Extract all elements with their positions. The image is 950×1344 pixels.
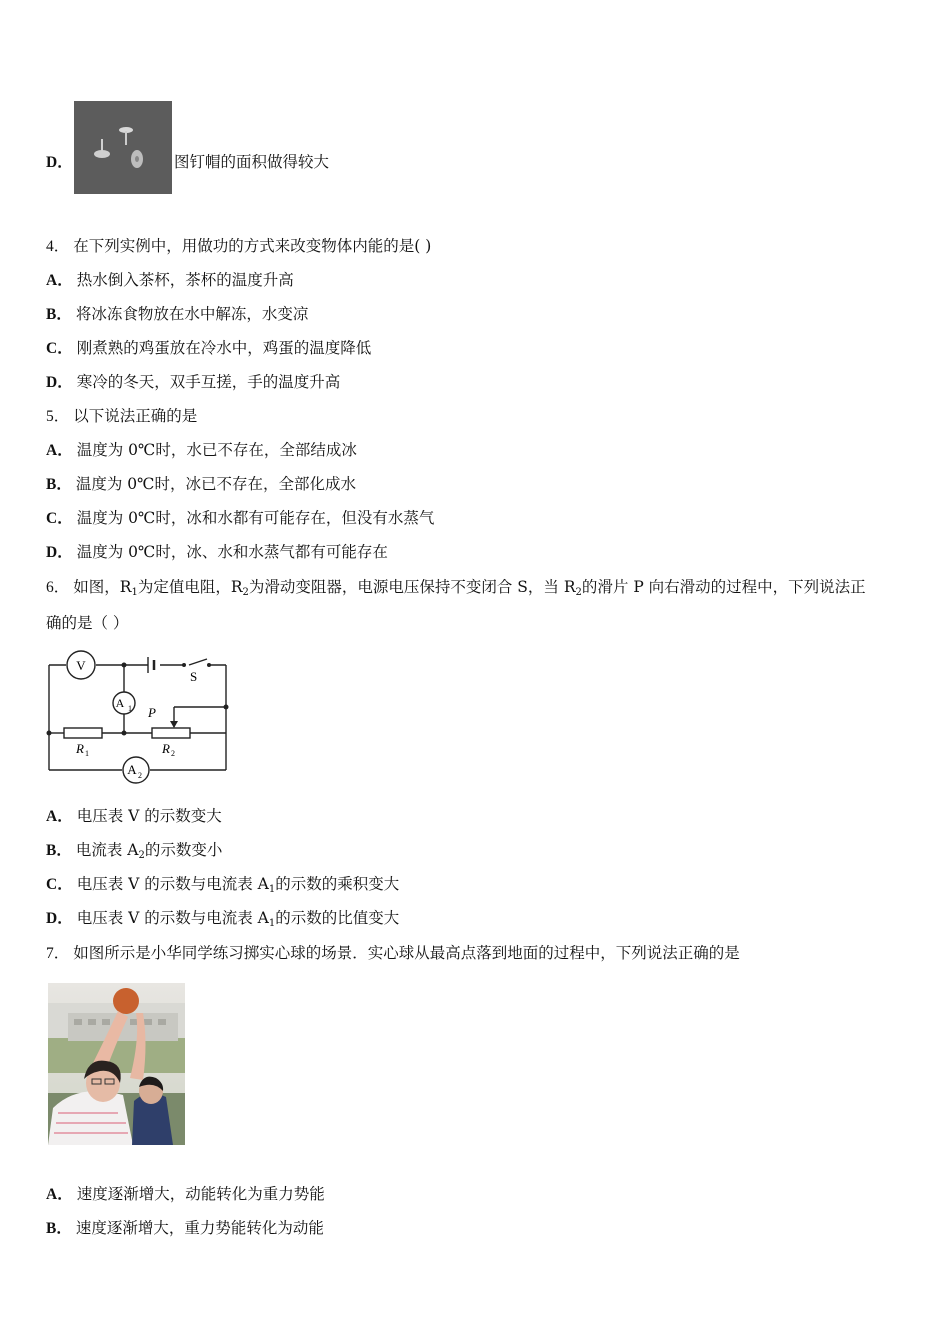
subscript: 1 (268, 884, 276, 895)
q4-stem (46, 236, 431, 257)
slider-label: P (148, 705, 156, 720)
option-letter: A． (46, 1186, 73, 1203)
option-letter: A． (46, 808, 73, 825)
option-letter: C． (46, 876, 73, 893)
option-text: 温度为 0℃时，冰和水都有可能存在，但没有水蒸气 (76, 509, 435, 527)
circuit-diagram (44, 645, 236, 787)
q4-option-a (46, 270, 294, 291)
r1-label: R (76, 741, 84, 756)
q4-option-c (46, 338, 371, 359)
q5-option-c (46, 508, 434, 529)
q6-stem-line2: 确的是（ ） (46, 614, 129, 632)
question-number: 4． (46, 238, 70, 255)
option-text: 将冰冻食物放在水中解冻，水变凉 (75, 305, 309, 323)
subscript: 1 (268, 918, 276, 929)
shot-put-photo (48, 983, 185, 1145)
option-text: 温度为 0℃时，冰已不存在，全部化成水 (75, 475, 356, 493)
q3-option-d (46, 152, 77, 173)
subscript: 1 (131, 587, 138, 598)
q5-option-b (46, 474, 356, 495)
option-letter: C． (46, 510, 73, 527)
stem-part: 如图，R (73, 578, 132, 596)
r2-label: R (162, 741, 170, 756)
a1-sub: 1 (128, 704, 132, 713)
option-letter: D． (46, 910, 73, 927)
question-number: 6． (46, 579, 70, 596)
option-text: 刚煮熟的鸡蛋放在冷水中，鸡蛋的温度降低 (76, 339, 372, 357)
option-text: 电压表 V 的示数与电流表 A (76, 909, 269, 927)
r2-sub: 2 (171, 749, 175, 758)
q7-option-b (46, 1218, 324, 1239)
switch-label: S (190, 669, 198, 684)
option-text: 寒冷的冬天，双手互搓，手的温度升高 (76, 373, 341, 391)
q5-option-a (46, 440, 357, 461)
r1-sub: 1 (85, 749, 89, 758)
subscript: 2 (138, 850, 145, 861)
option-text: 的示数变小 (144, 841, 223, 859)
q5-stem (46, 406, 197, 427)
option-letter: B． (46, 842, 72, 859)
a2-sub: 2 (138, 771, 142, 780)
option-text: 温度为 0℃时，冰、水和水蒸气都有可能存在 (76, 543, 388, 561)
option-letter: B． (46, 306, 72, 323)
stem-part: 的滑片 P 向右滑动的过程中，下列说法正 (581, 578, 866, 596)
question-text: 如图所示是小华同学练习掷实心球的场景．实心球从最高点落到地面的过程中，下列说法正确的是 (73, 944, 740, 962)
option-text: 速度逐渐增大，重力势能转化为动能 (75, 1219, 324, 1237)
q6-option-a (46, 806, 222, 827)
option-text: 的示数的乘积变大 (275, 875, 400, 893)
q5-option-d (46, 542, 388, 563)
q6-stem-line1 (46, 577, 866, 603)
stem-part: 为滑动变阻器，电源电压保持不变闭合 S，当 R (248, 578, 576, 596)
thumbtack-photo (74, 101, 172, 194)
option-text: 电压表 V 的示数与电流表 A (76, 875, 269, 893)
option-text: 电流表 A (75, 841, 139, 859)
option-text: 温度为 0℃时，水已不存在，全部结成冰 (76, 441, 357, 459)
q6-option-b (46, 840, 222, 866)
a1-label: A (115, 696, 125, 710)
q3-option-d-text: 图钉帽的面积做得较大 (174, 153, 330, 171)
a2-label: A (127, 762, 137, 777)
q4-option-b (46, 304, 308, 325)
option-text: 电压表 V 的示数变大 (76, 807, 222, 825)
q6-option-c (46, 874, 399, 900)
question-text: 以下说法正确的是 (73, 407, 198, 425)
option-letter: A． (46, 272, 73, 289)
question-number: 7． (46, 945, 70, 962)
q7-option-a (46, 1184, 325, 1205)
subscript: 2 (575, 587, 582, 598)
q7-stem (46, 943, 740, 964)
option-text: 热水倒入茶杯，茶杯的温度升高 (76, 271, 294, 289)
question-number: 5． (46, 408, 70, 425)
option-letter: D． (46, 154, 73, 171)
stem-part: 为定值电阻，R (137, 578, 243, 596)
option-letter: C． (46, 340, 73, 357)
option-letter: B． (46, 476, 72, 493)
option-text: 的示数的比值变大 (275, 909, 400, 927)
option-letter: A． (46, 442, 73, 459)
voltmeter-label: V (76, 658, 86, 673)
option-letter: D． (46, 544, 73, 561)
option-letter: D． (46, 374, 73, 391)
q4-option-d (46, 372, 340, 393)
option-letter: B． (46, 1220, 72, 1237)
question-text: 在下列实例中，用做功的方式来改变物体内能的是( ) (73, 237, 432, 255)
option-text: 速度逐渐增大，动能转化为重力势能 (76, 1185, 325, 1203)
q6-option-d (46, 908, 399, 934)
subscript: 2 (242, 587, 249, 598)
